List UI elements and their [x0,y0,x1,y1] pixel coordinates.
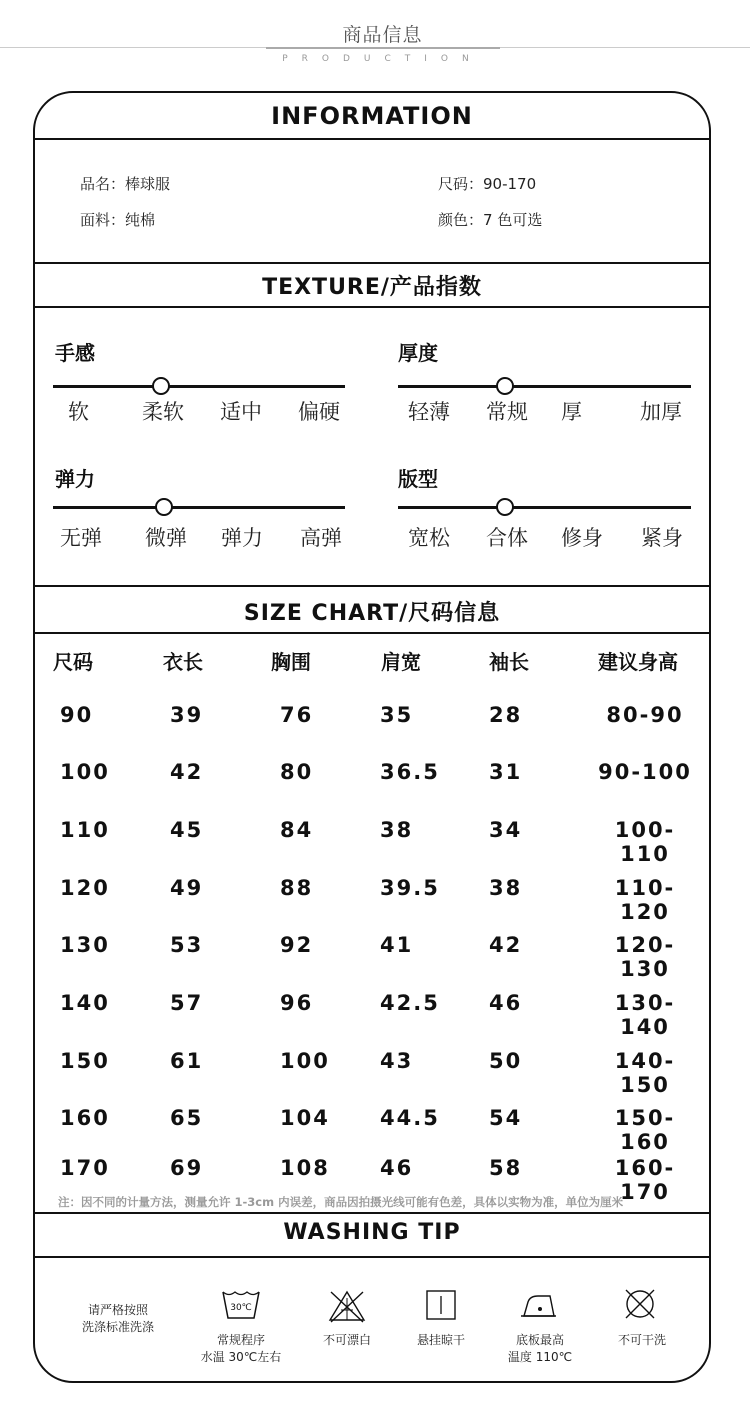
information-title: INFORMATION [271,102,473,130]
line-dry-icon [424,1288,458,1322]
texture-group-title: 手感 [55,341,95,365]
color-label: 颜色： [438,211,484,229]
texture-option: 高弹 [300,526,342,550]
size-table-cell: 92 [280,933,314,957]
washing-item-line1: 悬挂晾干 [416,1333,465,1347]
texture-option: 紧身 [641,526,683,550]
size-chart-title: SIZE CHART/尺码信息 [243,601,501,626]
size-table-cell: 120-130 [614,933,676,981]
texture-title: TEXTURE/产品指数 [262,275,482,300]
texture-group-title: 厚度 [398,341,438,365]
washing-title: WASHING TIP [283,1220,461,1245]
texture-group-title: 版型 [398,467,438,491]
texture-option: 宽松 [408,526,450,550]
texture-scale-track [398,385,691,388]
size-table-header: 肩宽 [381,650,421,674]
texture-option: 弹力 [221,526,263,550]
size-label: 尺码： [438,175,484,193]
size-table-cell: 140 [60,991,110,1015]
divider [35,585,709,587]
size-table-cell: 53 [170,933,204,957]
texture-option: 加厚 [640,400,682,424]
size-table-cell: 76 [280,703,314,727]
size-table-cell: 90 [60,703,94,727]
texture-group-title: 弹力 [55,467,95,491]
size-table-cell: 130 [60,933,110,957]
size-table-cell: 49 [170,876,204,900]
size-table-cell: 160-170 [614,1156,676,1204]
size-table-header: 胸围 [271,650,311,674]
fabric-row [80,209,155,230]
size-table-cell: 130-140 [614,991,676,1039]
product-name-row [80,173,170,194]
size-table-cell: 43 [380,1049,414,1073]
size-table-cell: 39 [170,703,204,727]
header-rule [266,47,500,49]
size-value: 90-170 [483,175,537,193]
size-table-cell: 61 [170,1049,204,1073]
size-table-cell: 69 [170,1156,204,1180]
washing-item-line1: 不可干洗 [617,1333,666,1347]
size-table-cell: 35 [380,703,414,727]
page-header-subtitle: PRODUCTION [282,54,483,64]
color-value: 7 色可选 [483,211,543,229]
size-table-cell: 36.5 [380,760,440,784]
size-row [438,173,536,194]
size-table-cell: 54 [489,1106,523,1130]
wash-30-icon [220,1288,262,1324]
texture-option: 微弹 [145,526,187,550]
texture-scale-track [53,385,345,388]
texture-option: 柔软 [142,400,184,424]
size-table-cell: 150-160 [614,1106,676,1154]
size-table-cell: 80 [280,760,314,784]
divider [35,306,709,308]
size-table-header: 袖长 [489,650,529,674]
header-rule-right [500,47,750,48]
size-table-header: 尺码 [53,650,93,674]
size-table-cell: 39.5 [380,876,440,900]
size-table-cell: 96 [280,991,314,1015]
size-table-cell: 108 [280,1156,330,1180]
size-table-cell: 100-110 [614,818,676,866]
texture-option: 轻薄 [408,400,450,424]
washing-item-line2: 温度 110℃ [507,1350,573,1364]
size-table-cell: 90-100 [598,760,692,784]
color-row [438,209,542,230]
texture-scale-track [398,506,691,509]
texture-option: 软 [68,400,89,424]
size-table-cell: 45 [170,818,204,842]
wash-temp-label: 30℃ [230,1303,252,1313]
texture-scale-marker [496,377,514,395]
texture-option: 适中 [220,400,262,424]
size-table-cell: 34 [489,818,523,842]
fabric-value: 纯棉 [125,211,156,229]
texture-scale-track [53,506,345,509]
page-header-title: 商品信息 [342,24,423,46]
washing-intro-line1: 请严格按照 [87,1303,148,1317]
header-rule-left [0,47,266,48]
measurement-note: 注：因不同的计量方法，测量允许 1-3cm 内误差，商品因拍摄光线可能有色差，具体以实物为准，单位为厘米 [58,1195,624,1209]
washing-item-line1: 不可漂白 [322,1333,371,1347]
washing-intro-line2: 洗涤标准洗涤 [81,1320,154,1334]
size-table-cell: 110 [60,818,110,842]
size-table-cell: 50 [489,1049,523,1073]
texture-option: 常规 [486,400,528,424]
size-table-cell: 104 [280,1106,330,1130]
divider [35,632,709,634]
texture-option: 厚 [561,400,582,424]
texture-scale-marker [496,498,514,516]
divider [35,1256,709,1258]
product-name-label: 品名： [80,175,126,193]
size-table-cell: 31 [489,760,523,784]
size-table-cell: 46 [489,991,523,1015]
size-table-cell: 100 [60,760,110,784]
size-table-cell: 38 [380,818,414,842]
size-table-header: 建议身高 [598,650,678,674]
size-table-cell: 28 [489,703,523,727]
size-table-cell: 41 [380,933,414,957]
size-table-cell: 57 [170,991,204,1015]
size-table-cell: 140-150 [614,1049,676,1097]
washing-item-label [582,1332,702,1349]
size-table-cell: 44.5 [380,1106,440,1130]
size-table-cell: 100 [280,1049,330,1073]
product-name-value: 棒球服 [125,175,171,193]
fabric-label: 面料： [80,211,126,229]
iron-icon [518,1290,558,1320]
no-bleach-icon [327,1288,367,1324]
size-table-cell: 58 [489,1156,523,1180]
washing-item-line2: 水温 30℃左右 [200,1350,282,1364]
texture-option: 修身 [561,526,603,550]
divider [35,262,709,264]
size-table-cell: 160 [60,1106,110,1130]
size-table-cell: 120 [60,876,110,900]
size-table-header: 衣长 [163,650,203,674]
divider [35,138,709,140]
texture-scale-marker [152,377,170,395]
texture-scale-marker [155,498,173,516]
size-table-cell: 46 [380,1156,414,1180]
divider [35,1212,709,1214]
washing-intro [68,1302,168,1336]
texture-option: 无弹 [60,526,102,550]
no-dry-clean-icon [620,1284,660,1324]
size-table-cell: 80-90 [606,703,684,727]
size-table-cell: 42 [489,933,523,957]
size-table-cell: 84 [280,818,314,842]
size-table-cell: 65 [170,1106,204,1130]
washing-item-line1: 底板最高 [515,1333,564,1347]
texture-option: 偏硬 [298,400,340,424]
size-table-cell: 88 [280,876,314,900]
texture-option: 合体 [486,526,528,550]
washing-item-line1: 常规程序 [216,1333,265,1347]
size-table-cell: 170 [60,1156,110,1180]
size-table-cell: 38 [489,876,523,900]
size-table-cell: 150 [60,1049,110,1073]
size-table-cell: 42.5 [380,991,440,1015]
size-table-cell: 110-120 [614,876,676,924]
size-table-cell: 42 [170,760,204,784]
washing-item-label [181,1332,301,1366]
